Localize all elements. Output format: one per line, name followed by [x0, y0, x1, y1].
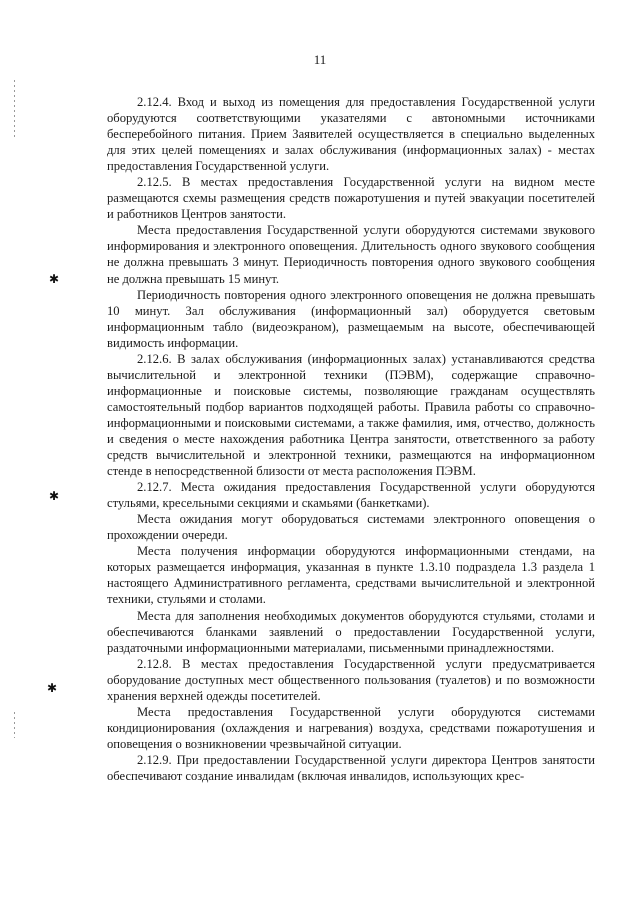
hole-punch-mark-icon: ✱ — [47, 681, 58, 695]
page-number: 11 — [313, 52, 327, 67]
hole-punch-mark-icon: ✱ — [49, 489, 60, 503]
hole-punch-mark-icon: ✱ — [49, 272, 60, 286]
paragraph-2-12-8: 2.12.8. В местах предоставления Государственной услуги предусматривается оборудование доступных мест общественного пользования (туалетов) и по возможности хранения верхней одежды посетителей. — [107, 656, 595, 703]
paragraph-2-12-4: 2.12.4. Вход и выход из помещения для предоставления Государственной услуги оборудуются соответствующими указателями с автономными источниками бесперебойного питания. Прием Заявителей осуществляется в специально выделенных для этих целей помещениях и залах обслуживания (информационных залах) - местах предоставления Государственной услуги. — [107, 95, 595, 174]
document-body — [107, 94, 595, 784]
paragraph-electronic-alert: Периодичность повторения одного электронного оповещения не должна превышать 10 минут. Зал обслуживания (информационный зал) оборудуется световым информационным табло (видеоэкраном), размещаемым на высоте, обеспечивающей видимость информации. — [107, 287, 595, 350]
paragraph-document-filling-places: Места для заполнения необходимых документов оборудуются стульями, столами и обеспечиваются бланками заявлений о предоставлении Государственной услуги, раздаточными информационными материалами, письменными принадлежностями. — [107, 608, 595, 655]
paragraph-waiting-alert: Места ожидания могут оборудоваться системами электронного оповещения о прохождении очереди. — [107, 512, 595, 543]
paragraph-2-12-6: 2.12.6. В залах обслуживания (информационных залах) устанавливаются средства вычислительной и электронной техники (ПЭВМ), содержащие справочно-информационные и поисковые системы, позволяющие гражданам осуществлять самостоятельный подбор вариантов подходящей работы. Правила работы со справочно-информационными и поисковыми системами, а также фамилия, имя, отчество, должность и сведения о месте нахождения работника Центра занятости, ответственного за работу средств вычислительной и электронной техники, размещаются на информационном стенде в непосредственной близости от места расположения ПЭВМ. — [107, 351, 595, 479]
paragraph-2-12-7: 2.12.7. Места ожидания предоставления Государственной услуги оборудуются стульями, кресельными секциями и скамьями (банкетками). — [107, 480, 595, 511]
binding-margin-line-top — [14, 80, 15, 140]
paragraph-air-conditioning: Места предоставления Государственной услуги оборудуются системами кондиционирования (охлаждения и нагревания) воздуха, средствами пожаротушения и оповещения о возникновении чрезвычайной ситуации. — [107, 704, 595, 751]
paragraph-2-12-9: 2.12.9. При предоставлении Государственной услуги директора Центров занятости обеспечивают создание инвалидам (включая инвалидов, использующих крес- — [107, 752, 595, 783]
paragraph-sound-information: Места предоставления Государственной услуги оборудуются системами звукового информирования и электронного оповещения. Длительность одного звукового сообщения не должна превышать 3 минут. Периодичность повторения одного звукового сообщения не должна превышать 15 минут. — [107, 223, 595, 286]
paragraph-information-places: Места получения информации оборудуются информационными стендами, на которых размещается информация, указанная в пункте 1.3.10 подраздела 1.3 раздела 1 настоящего Административного регламента, средствами вычислительной и электронной техники, стульями и столами. — [107, 544, 595, 607]
paragraph-2-12-5: 2.12.5. В местах предоставления Государственной услуги на видном месте размещаются схемы размещения средств пожаротушения и путей эвакуации посетителей и работников Центров занятости. — [107, 175, 595, 222]
binding-margin-line-bottom — [14, 712, 15, 738]
